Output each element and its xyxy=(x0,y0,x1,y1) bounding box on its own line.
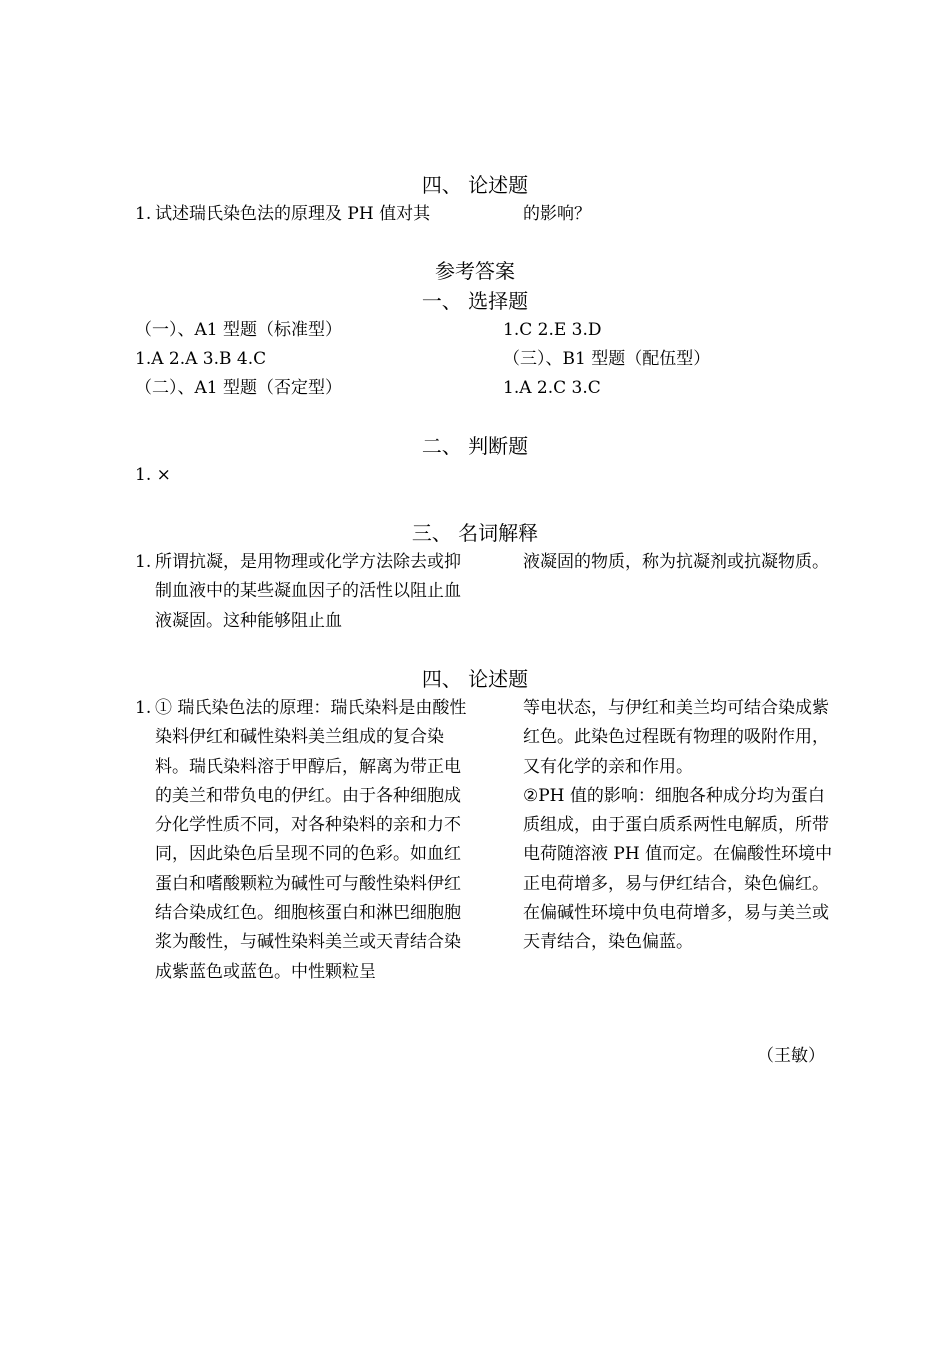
choice-right-line-2: （三）、B1 型题（配伍型） xyxy=(503,349,711,369)
choice-left-line-1: （一）、A1 型题（标准型） xyxy=(135,320,342,340)
terms-number: 1. xyxy=(135,552,152,572)
essay-number: 1. xyxy=(135,698,152,718)
question-text-right: 的影响？ xyxy=(523,204,591,224)
terms-left-block xyxy=(135,548,468,636)
essay-text-right-p1: 等电状态，与伊红和美兰均可结合染成紫红色。此染色过程既有物理的吸附作用，又有化学的亲和作用。 xyxy=(523,698,829,777)
essay-left-block xyxy=(135,694,473,987)
terms-text-left: 所谓抗凝，是用物理或化学方法除去或抑制血液中的某些凝血因子的活性以阻止血液凝固。这种能够阻止血 xyxy=(155,552,461,631)
choice-right-line-3: 1.A 2.C 3.C xyxy=(503,378,601,398)
essay-text-left: ① 瑞氏染色法的原理：瑞氏染料是由酸性染料伊红和碱性染料美兰组成的复合染料。瑞氏染料溶于甲醇后，解离为带正电的美兰和带负电的伊红。由于各种细胞成分化学性质不同，对各种染料的亲和力不同，因此染色后呈现不同的色彩。如血红蛋白和嗜酸颗粒为碱性可与酸性染料伊红结合染成红色。细胞核蛋白和淋巴细胞胞浆为酸性，与碱性染料美兰或天青结合染成紫蓝色或蓝色。中性颗粒呈 xyxy=(155,698,467,982)
essay-text-right-p2: ②PH 值的影响：细胞各种成分均为蛋白质组成，由于蛋白质系两性电解质，所带电荷随溶液 PH 值而定。在偏酸性环境中正电荷增多，易与伊红结合，染色偏红。在偏碱性环境中负电荷增多，易与美兰或天青结合，染色偏蓝。 xyxy=(523,785,833,953)
essay-right-block xyxy=(523,694,835,958)
question-text-left: 试述瑞氏染色法的原理及 PH 值对其 xyxy=(155,204,431,224)
choice-left-line-3: （二）、A1 型题（否定型） xyxy=(135,378,342,398)
terms-text-right: 液凝固的物质，称为抗凝剂或抗凝物质。 xyxy=(523,552,829,572)
choice-right-line-1: 1.C 2.E 3.D xyxy=(503,320,602,340)
section-heading-terms: 三、 名词解释 xyxy=(411,521,539,545)
section-heading-essay-question: 四、 论述题 xyxy=(421,173,529,197)
section-heading-choice: 一、 选择题 xyxy=(421,289,529,313)
choice-left-line-2: 1.A 2.A 3.B 4.C xyxy=(135,349,267,369)
judge-answer: 1. × xyxy=(135,465,171,485)
answers-title: 参考答案 xyxy=(435,259,515,283)
author-signature: （王敏） xyxy=(757,1046,825,1066)
question-number: 1. xyxy=(135,204,152,224)
section-heading-essay-answer: 四、 论述题 xyxy=(421,667,529,691)
section-heading-judge: 二、 判断题 xyxy=(421,434,529,458)
